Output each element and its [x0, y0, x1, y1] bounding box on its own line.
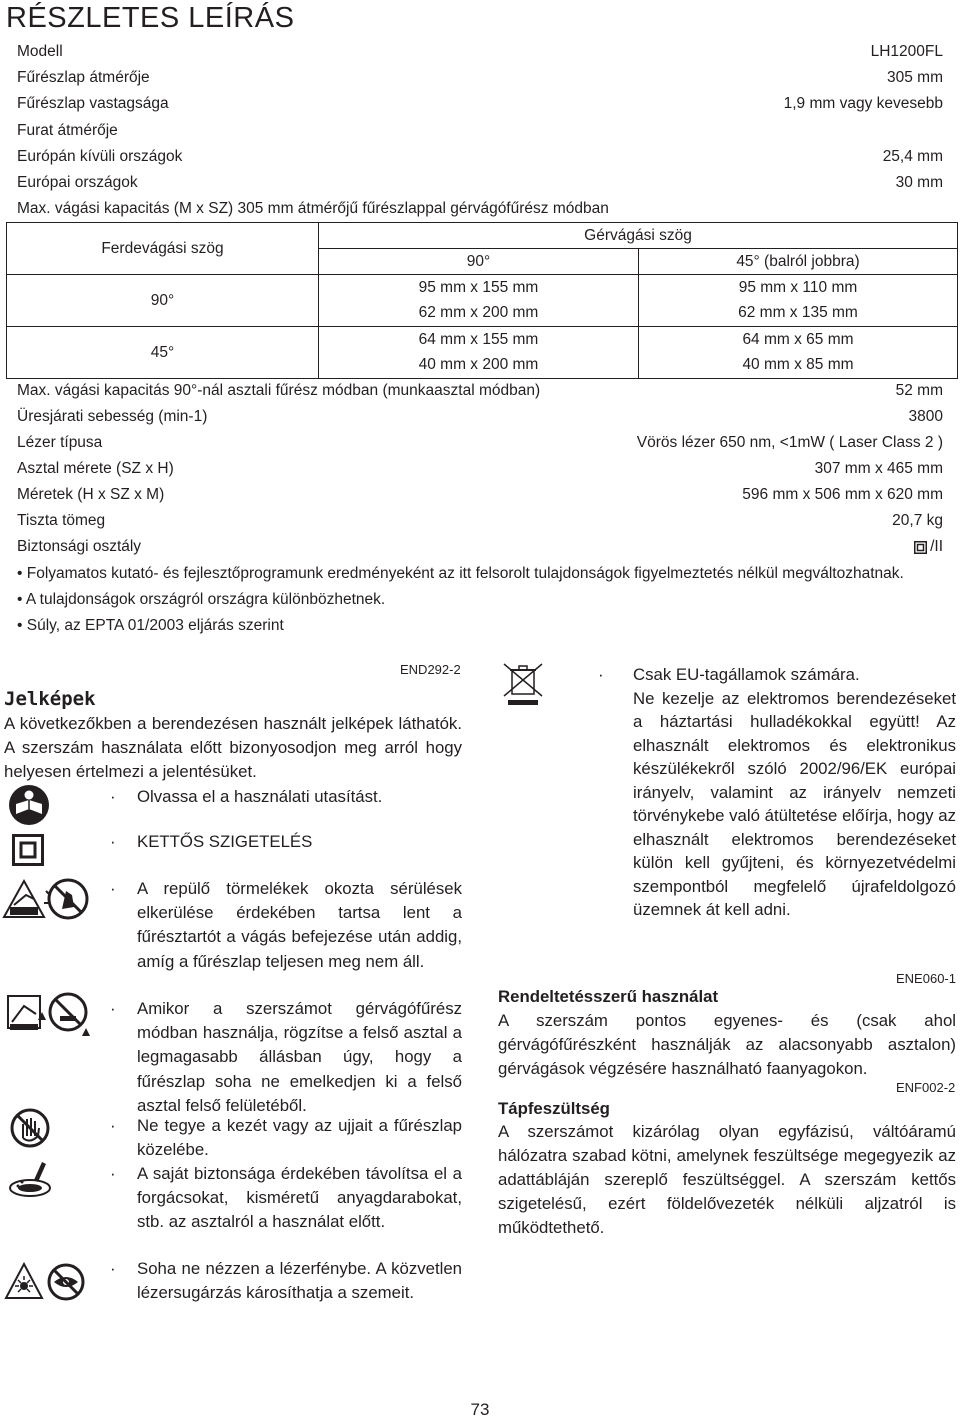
miter-90-header: 90° — [319, 249, 639, 275]
spec-label: Tiszta tömeg — [17, 512, 106, 529]
spec-value: 20,7 kg — [892, 512, 943, 529]
spec-row-net-weight — [17, 511, 943, 531]
item-dot: · — [110, 832, 116, 851]
bevel-45-cell: 45° — [7, 327, 319, 379]
spec-label: Európai országok — [17, 174, 138, 191]
symbol-text: KETTŐS SZIGETELÉS — [137, 832, 313, 851]
item-dot: · — [110, 879, 116, 898]
note-item: • Folyamatos kutató- és fejlesztőprogramunk eredményeként az itt felsorolt tulajdonságok figyelmeztetés nélkül megváltozhatnak. — [17, 565, 904, 582]
item-dot: · — [598, 665, 604, 684]
spec-value — [914, 537, 943, 557]
spec-label: Üresjárati sebesség (min-1) — [17, 408, 208, 425]
symbol-item — [110, 785, 462, 809]
section-code: END292-2 — [400, 662, 461, 677]
spec-row-model — [17, 42, 943, 62]
spec-label: Európán kívüli országok — [17, 148, 183, 165]
table-cell: 95 mm x 110 mm — [639, 275, 958, 301]
table-lock-icon — [2, 992, 92, 1042]
section-code: ENE060-1 — [896, 971, 956, 986]
symbol-item — [110, 1162, 462, 1235]
spec-row-table-mode-capacity — [17, 381, 943, 401]
table-cell: 64 mm x 155 mm — [319, 327, 639, 353]
power-heading: Tápfeszültség — [498, 1099, 610, 1118]
spec-value: Vörös lézer 650 nm, <1mW ( Laser Class 2 ) — [636, 434, 943, 451]
spec-value: 307 mm x 465 mm — [814, 460, 943, 477]
eu-only-first: Csak EU-tagállamok számára. — [633, 665, 860, 684]
spec-row-table-size — [17, 459, 943, 479]
table-cell: 62 mm x 135 mm — [639, 301, 958, 327]
table-cell: 40 mm x 85 mm — [639, 353, 958, 379]
spec-value: 25,4 mm — [882, 148, 943, 165]
weee-bin-icon — [500, 662, 548, 706]
page-number: 73 — [470, 1400, 490, 1419]
spec-row-bore — [17, 121, 943, 141]
symbol-item — [110, 997, 462, 1118]
spec-row-dimensions — [17, 485, 943, 505]
spec-label: Méretek (H x SZ x M) — [17, 486, 165, 503]
no-hands-icon — [10, 1108, 50, 1148]
spec-label: Modell — [17, 43, 63, 60]
spec-label: Max. vágási kapacitás 90°-nál asztali fűrész módban (munkaasztal módban) — [17, 382, 541, 399]
page-title: RÉSZLETES LEÍRÁS — [6, 2, 295, 34]
miter-angle-header: Gérvágási szög — [319, 223, 958, 249]
double-insulation-icon — [12, 834, 44, 866]
spec-label: Lézer típusa — [17, 434, 103, 451]
cutting-capacity-table — [6, 222, 958, 379]
symbol-text: Olvassa el a használati utasítást. — [137, 787, 383, 806]
spec-row-blade-thickness — [17, 94, 943, 114]
bevel-angle-header: Ferdevágási szög — [7, 223, 319, 275]
spec-value: 596 mm x 506 mm x 620 mm — [742, 486, 943, 503]
safety-class-value: /II — [930, 538, 943, 555]
table-cell: 64 mm x 65 mm — [639, 327, 958, 353]
bevel-90-cell: 90° — [7, 275, 319, 327]
spec-row-blade-diameter — [17, 68, 943, 88]
table-cell: 40 mm x 200 mm — [319, 353, 639, 379]
symbol-text: Ne tegye a kezét vagy az ujjait a fűrészlap közelébe. — [137, 1116, 462, 1160]
table-cell: 95 mm x 155 mm — [319, 275, 639, 301]
eu-only-item — [598, 663, 956, 922]
spec-label: Fűrészlap átmérője — [17, 69, 150, 86]
read-manual-icon — [8, 784, 50, 826]
intended-use-body: A szerszám pontos egyenes- és (csak ahol gérvágófűrészként használják az alacsonyabb asztalon) gérvágások végzésére használható faanyagokon. — [498, 1011, 956, 1078]
spec-label: Furat átmérője — [17, 122, 118, 139]
table-cell: 62 mm x 200 mm — [319, 301, 639, 327]
note-item: • Súly, az EPTA 01/2003 eljárás szerint — [17, 617, 284, 634]
laser-warning-icon — [4, 1262, 88, 1302]
symbol-item — [110, 1257, 462, 1305]
remove-chips-icon — [8, 1158, 54, 1200]
spec-row-safety-class — [17, 537, 943, 557]
eu-only-body: Ne kezelje az elektromos berendezéseket a háztartási hulladékokkal együtt! Az elhasznált elektromos és elektronikus készülékekről szóló 2002/96/EK európai irányelv, valamint az irányelv nemzeti törvénykebe való átültetése előírja, hogy az elhasznált elektromos berendezéseket külön kell gyűjteni, és környezetvédelmi szempontból megfelelő újrafeldolgozó üzemnek át kell adni. — [633, 688, 956, 919]
symbols-intro: A következőkben a berendezésen használt jelképek láthatók. A szerszám használata előtt bizonyosodjon meg arról hogy helyesen értelmezi a jelentésüket. — [4, 714, 462, 781]
item-dot: · — [110, 1259, 116, 1278]
spec-value: 305 mm — [887, 69, 943, 86]
item-dot: · — [110, 1116, 116, 1135]
symbol-text: Soha ne nézzen a lézerfénybe. A közvetlen lézersugárzás károsíthatja a szemeit. — [137, 1259, 462, 1303]
spec-row-laser-type — [17, 433, 943, 453]
spec-row-no-load-speed — [17, 407, 943, 427]
spec-label: Max. vágási kapacitás (M x SZ) 305 mm átmérőjű fűrészlappal gérvágófűrész módban — [17, 200, 609, 217]
note-item: • A tulajdonságok országról országra különbözhetnek. — [17, 591, 386, 608]
section-code: ENF002-2 — [896, 1080, 956, 1095]
symbol-item — [110, 830, 462, 854]
symbols-heading: Jelképek — [4, 688, 96, 710]
spec-label: Fűrészlap vastagsága — [17, 95, 169, 112]
power-body: A szerszámot kizárólag olyan egyfázisú, váltóáramú hálózatra szabad kötni, amelynek feszültsége megegyezik az adattábláján szereplő feszültséggel. A szerszám kettős szigetelésű, ezért földelővezeték nélküli aljzatról is működtethető. — [498, 1122, 956, 1237]
spec-value: 3800 — [908, 408, 943, 425]
symbol-text: A repülő törmelékek okozta sérülések elkerülése érdekében tartsa lent a fűrésztartót a vágás befejezése után addig, amíg a fűrészlap teljesen meg nem áll. — [137, 879, 462, 971]
double-insulation-icon — [914, 541, 927, 554]
spec-label: Asztal mérete (SZ x H) — [17, 460, 174, 477]
spec-label: Biztonsági osztály — [17, 538, 142, 555]
spec-row-eu — [17, 173, 943, 193]
item-dot: · — [110, 999, 116, 1018]
symbol-text: A saját biztonsága érdekében távolítsa el a forgácsokat, kisméretű anyagdarabokat, stb. az asztalról a használat előtt. — [137, 1164, 462, 1232]
spec-value: 1,9 mm vagy kevesebb — [783, 95, 943, 112]
symbol-text: Amikor a szerszámot gérvágófűrész módban használja, rögzítse a felső asztal a legmagasabb állásban úgy, hogy a fűrészlap soha ne emelkedjen ki a felső asztal felső felületéből. — [137, 999, 462, 1115]
item-dot: · — [110, 1164, 116, 1183]
symbol-item — [110, 1114, 462, 1162]
miter-45-header: 45° (balról jobbra) — [639, 249, 958, 275]
flying-debris-warning-icon — [2, 877, 92, 929]
spec-value: 30 mm — [895, 174, 943, 191]
spec-value: LH1200FL — [870, 43, 943, 60]
max-cut-heading — [17, 199, 943, 219]
intended-use-heading: Rendeltetésszerű használat — [498, 987, 719, 1006]
spec-value: 52 mm — [895, 382, 943, 399]
item-dot: · — [110, 787, 116, 806]
symbol-item — [110, 877, 462, 974]
spec-row-non-eu — [17, 147, 943, 167]
